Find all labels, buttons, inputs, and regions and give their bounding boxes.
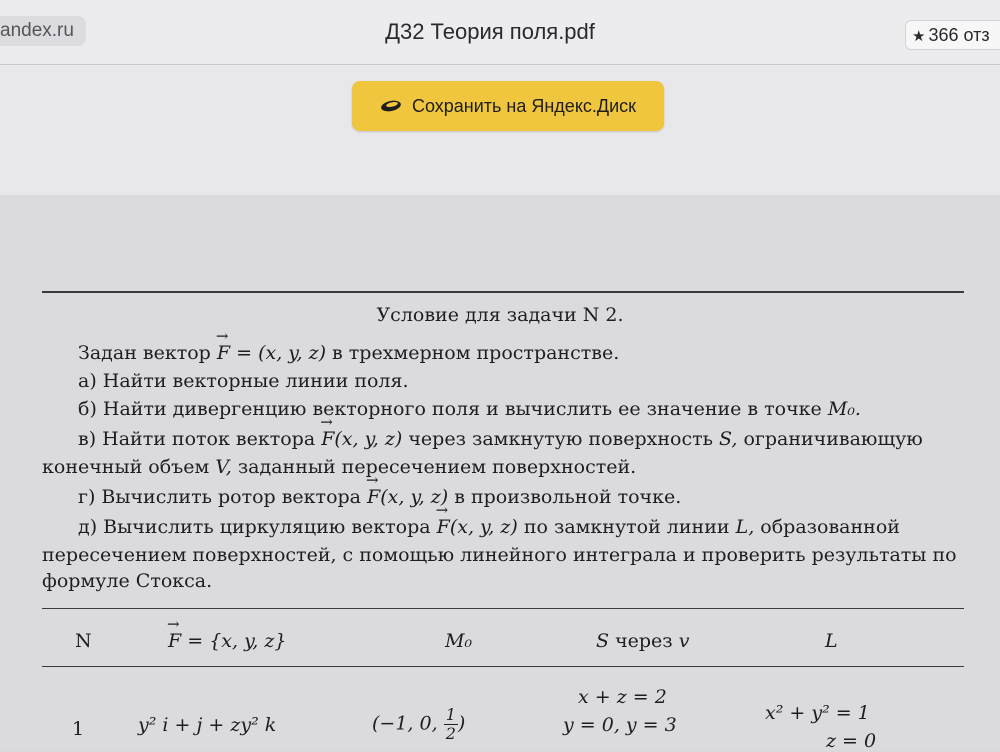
item-c-line1 (78, 428, 923, 450)
item-c-line2-suffix: заданный пересечением поверхностей. (237, 456, 637, 478)
col-header-n: N (75, 630, 92, 652)
browser-toolbar (0, 0, 1000, 65)
item-e-line2: пересечением поверхностей, с помощью линейного интеграла и проверить результаты по (42, 544, 957, 566)
item-c-prefix: в) Найти поток вектора (78, 428, 316, 450)
fraction-numerator: 1 (445, 705, 456, 724)
table-header-rule (42, 666, 964, 667)
item-b-point: M₀. (827, 398, 861, 420)
col-header-s-text: через (615, 630, 673, 652)
item-c-line2-prefix: конечный объем (42, 456, 210, 478)
col-header-s-v: v (678, 630, 690, 652)
save-button-label: Сохранить на Яндекс.Диск (411, 95, 637, 116)
item-b (78, 398, 861, 420)
intro-suffix: в трехмерном пространстве. (332, 342, 620, 364)
row1-m0-fraction (444, 706, 458, 743)
item-e-line1 (78, 516, 900, 538)
row1-n: 1 (72, 718, 85, 740)
vector-f: → F (321, 428, 334, 450)
row1-s-line2: y = 0, y = 3 (563, 714, 677, 736)
row1-l-line2: z = 0 (826, 730, 877, 752)
address-bar[interactable] (0, 16, 86, 46)
volume-v: V, (215, 456, 232, 478)
row1-l-line1: x² + y² = 1 (765, 702, 870, 724)
file-title: Д32 Теория поля.pdf (385, 19, 595, 44)
save-to-disk-button[interactable] (352, 81, 664, 131)
item-d (78, 486, 681, 508)
url-text: andex.ru (0, 20, 74, 41)
top-rule (42, 291, 964, 293)
item-c-mid: через замкнутую поверхность (408, 428, 713, 450)
reviews-count: 366 отз (928, 25, 990, 45)
item-e-prefix: д) Вычислить циркуляцию вектора (78, 516, 431, 538)
col-header-m0: M₀ (445, 630, 473, 652)
col-header-f-rest: = {x, y, z} (187, 630, 287, 652)
surface-s: S, (719, 428, 738, 450)
vector-f: → F (437, 516, 450, 538)
col-header-l: L (825, 630, 838, 652)
item-d-args: (x, y, z) (380, 486, 449, 508)
item-d-prefix: г) Вычислить ротор вектора (78, 486, 361, 508)
item-a: а) Найти векторные линии поля. (78, 370, 409, 392)
item-c-end: ограничивающую (743, 428, 923, 450)
item-c-args: (x, y, z) (334, 428, 403, 450)
line-l: L, (735, 516, 755, 538)
item-e-args: (x, y, z) (449, 516, 518, 538)
reviews-badge[interactable] (905, 20, 1000, 50)
col-header-s (596, 630, 689, 652)
vector-f: → F (217, 342, 230, 364)
save-panel (0, 65, 1000, 195)
row1-m0-prefix: (−1, 0, (372, 712, 438, 735)
row1-f: y² i + j + zy² k (138, 714, 277, 736)
item-e-end: образованной (760, 516, 900, 538)
intro-math: = (x, y, z) (236, 342, 326, 364)
item-d-suffix: в произвольной точке. (454, 486, 682, 508)
col-header-s-symbol: S (596, 630, 610, 652)
col-header-f (168, 630, 286, 652)
item-b-text: б) Найти дивергенцию векторного поля и вычислить ее значение в точке (78, 398, 822, 420)
item-c-line2 (42, 456, 636, 478)
intro-prefix: Задан вектор (78, 342, 211, 364)
vector-f: → F (168, 630, 181, 652)
yandex-disk-icon (380, 99, 402, 113)
row1-m0-suffix: ) (457, 712, 466, 735)
row1-s-line1: x + z = 2 (578, 686, 667, 708)
pdf-page (0, 196, 1000, 750)
vector-f: → F (367, 486, 380, 508)
item-e-line3: формуле Стокса. (42, 570, 213, 592)
item-e-mid: по замкнутой линии (523, 516, 730, 538)
star-icon: ★ (912, 28, 926, 45)
task-heading: Условие для задачи N 2. (376, 304, 624, 326)
fraction-denominator: 2 (445, 724, 456, 743)
table-top-rule (42, 608, 964, 609)
row1-m0 (372, 706, 465, 743)
intro-line (78, 342, 619, 364)
